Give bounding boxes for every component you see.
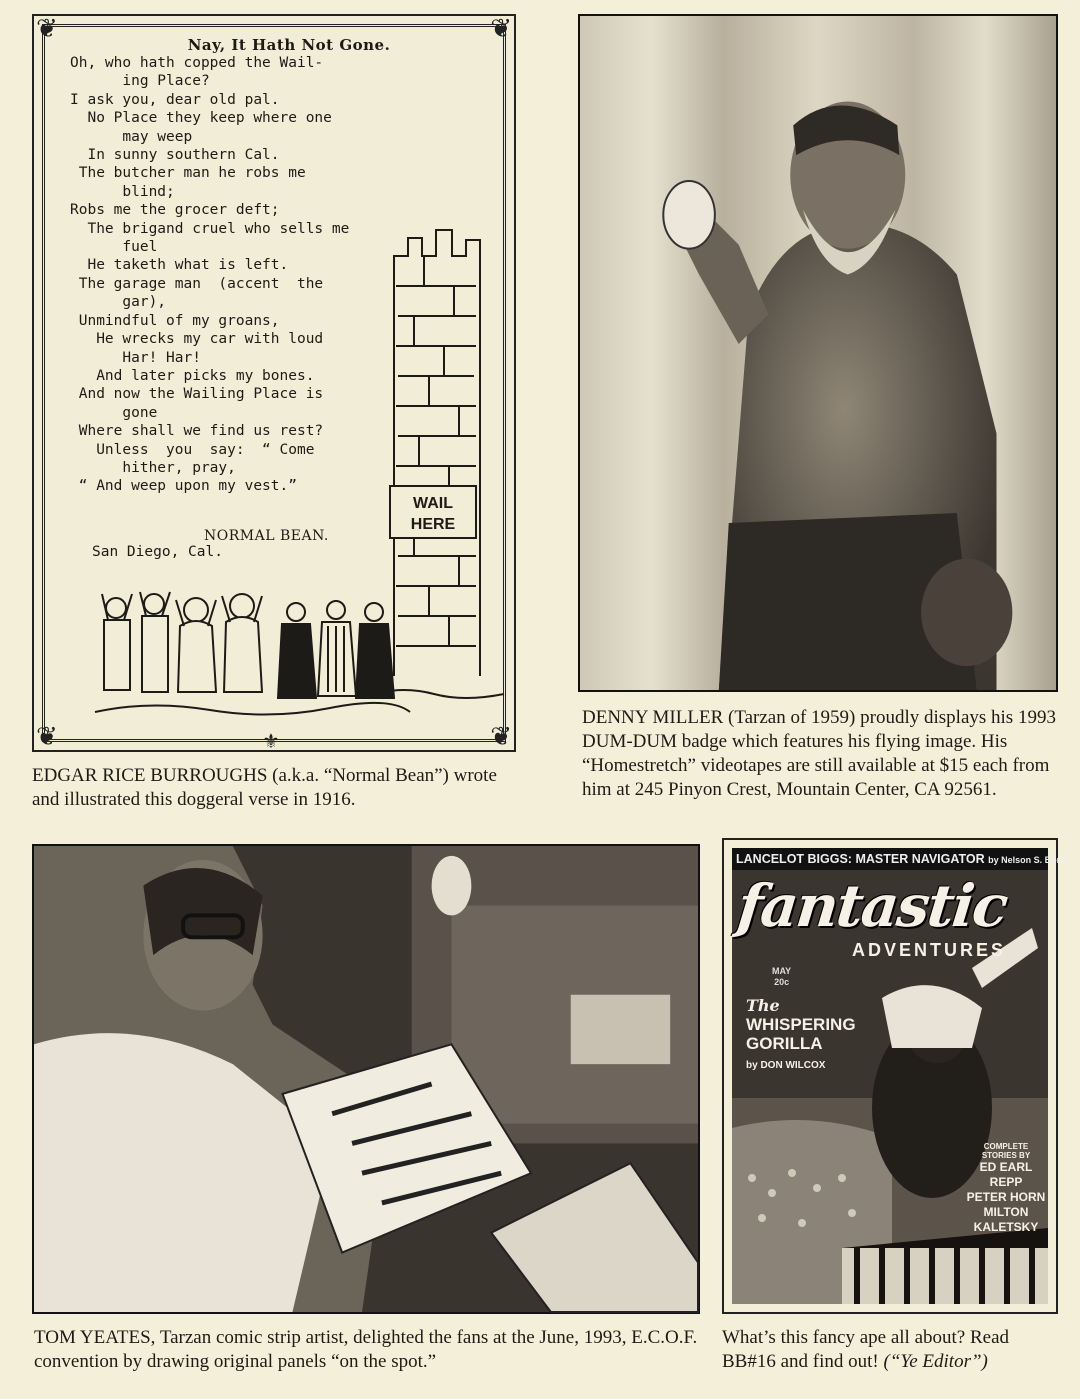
magazine-frame bbox=[722, 838, 1068, 1314]
poem-frame bbox=[32, 14, 516, 752]
stories-by-label: STORIES BY bbox=[981, 1151, 1031, 1160]
mourners-illustration bbox=[90, 572, 410, 722]
caption-text: (a.k.a. “Normal Bean”) wrote and illustrated this doggeral verse in 1916. bbox=[32, 765, 497, 810]
wall-sign-text: HERE bbox=[410, 516, 456, 533]
issue-price: 20c bbox=[774, 977, 790, 987]
corner-ornament-icon: ❦ bbox=[490, 722, 512, 751]
poem-line: In sunny southern Cal. bbox=[70, 147, 280, 164]
corner-ornament-icon: ❦ bbox=[36, 14, 58, 43]
magazine-lead-story bbox=[746, 996, 896, 1075]
poem-line: Unless you say: “ Come bbox=[70, 441, 315, 458]
magazine-authors bbox=[964, 1142, 1048, 1235]
story-the: The bbox=[746, 996, 780, 1015]
story-title-1: WHISPERING bbox=[746, 1015, 856, 1034]
poem-title: Nay, It Hath Not Gone. bbox=[187, 36, 391, 54]
issue-month: MAY bbox=[772, 966, 792, 976]
poem-line: Robs me the grocer deft; bbox=[70, 202, 280, 219]
poem-line: No Place they keep where one bbox=[70, 110, 332, 127]
author-name: MILTON KALETSKY bbox=[973, 1205, 1039, 1234]
author-name: PETER HORN bbox=[966, 1190, 1046, 1204]
poem-line: And later picks my bones. bbox=[70, 367, 315, 384]
magazine-cover bbox=[732, 848, 1068, 1304]
magazine-banner bbox=[732, 848, 1068, 870]
poem-signature: NORMAL BEAN. bbox=[204, 528, 329, 544]
poem-line: The brigand cruel who sells me bbox=[70, 220, 350, 237]
caption-signoff: (“Ye Editor”) bbox=[883, 1351, 988, 1372]
wall-sign-text: WAIL bbox=[413, 495, 453, 512]
yeates-caption bbox=[34, 1326, 710, 1374]
denny-miller-photo bbox=[578, 14, 1058, 692]
caption-name: EDGAR RICE BURROUGHS bbox=[32, 765, 268, 786]
fleuron-icon: ⚜ bbox=[262, 731, 280, 753]
poem-line: I ask you, dear old pal. bbox=[70, 91, 280, 108]
poem-body bbox=[70, 54, 410, 496]
complete-label: COMPLETE bbox=[983, 1142, 1029, 1151]
poem-line: And now the Wailing Place is bbox=[70, 386, 324, 403]
caption-text: (Tarzan of 1959) proudly displays his 1993 DUM-DUM badge which features his flying image. His “Homestretch” videotapes are still available at $15 each from him at 245 Pinyon Crest, Mountain Center, CA 92561. bbox=[582, 707, 1056, 800]
poem-line: The garage man (accent the bbox=[70, 275, 324, 292]
poem-line: ing Place? bbox=[70, 73, 210, 90]
poem-line: He wrecks my car with loud bbox=[70, 331, 324, 348]
caption-name: DENNY MILLER bbox=[582, 707, 724, 728]
poem-line: The butcher man he robs me bbox=[70, 165, 306, 182]
magazine-logo: fantastic bbox=[734, 872, 1010, 940]
magazine-subtitle: ADVENTURES bbox=[852, 940, 1007, 960]
poem-line: fuel bbox=[70, 239, 158, 256]
tom-yeates-photo bbox=[32, 844, 700, 1314]
poem-place: San Diego, Cal. bbox=[92, 544, 223, 560]
poem-line: hither, pray, bbox=[70, 459, 236, 476]
miller-caption bbox=[582, 706, 1058, 802]
erb-caption bbox=[32, 764, 516, 812]
poem-line: blind; bbox=[70, 183, 175, 200]
poem-line: gone bbox=[70, 404, 158, 421]
caption-name: TOM YEATES bbox=[34, 1327, 151, 1348]
caption-text: What’s this fancy ape all about? Read BB#16 and find out! bbox=[722, 1327, 1010, 1372]
magazine-caption bbox=[722, 1326, 1062, 1374]
poem-line: may weep bbox=[70, 128, 193, 145]
magazine-issue bbox=[772, 966, 791, 988]
poem-line: Har! Har! bbox=[70, 349, 201, 366]
story-title-2: GORILLA bbox=[746, 1034, 823, 1053]
caption-text: , Tarzan comic strip artist, delighted the fans at the June, 1993, E.C.O.F. convention by drawing original panels “on the spot.” bbox=[34, 1327, 698, 1372]
author-name: ED EARL REPP bbox=[979, 1160, 1033, 1189]
corner-ornament-icon: ❦ bbox=[36, 722, 58, 751]
poem-line: He taketh what is left. bbox=[70, 257, 289, 274]
poem-line: Oh, who hath copped the Wail- bbox=[70, 55, 324, 71]
banner-title: LANCELOT BIGGS: MASTER NAVIGATOR bbox=[736, 852, 985, 866]
poem-line: “ And weep upon my vest.” bbox=[70, 478, 297, 495]
banner-by: by Nelson S. Bond bbox=[988, 855, 1068, 865]
poem-line: Where shall we find us rest? bbox=[70, 423, 324, 440]
corner-ornament-icon: ❦ bbox=[490, 14, 512, 43]
poem-line: gar), bbox=[70, 294, 167, 311]
story-author: by DON WILCOX bbox=[746, 1060, 826, 1071]
poem-line: Unmindful of my groans, bbox=[70, 312, 280, 329]
